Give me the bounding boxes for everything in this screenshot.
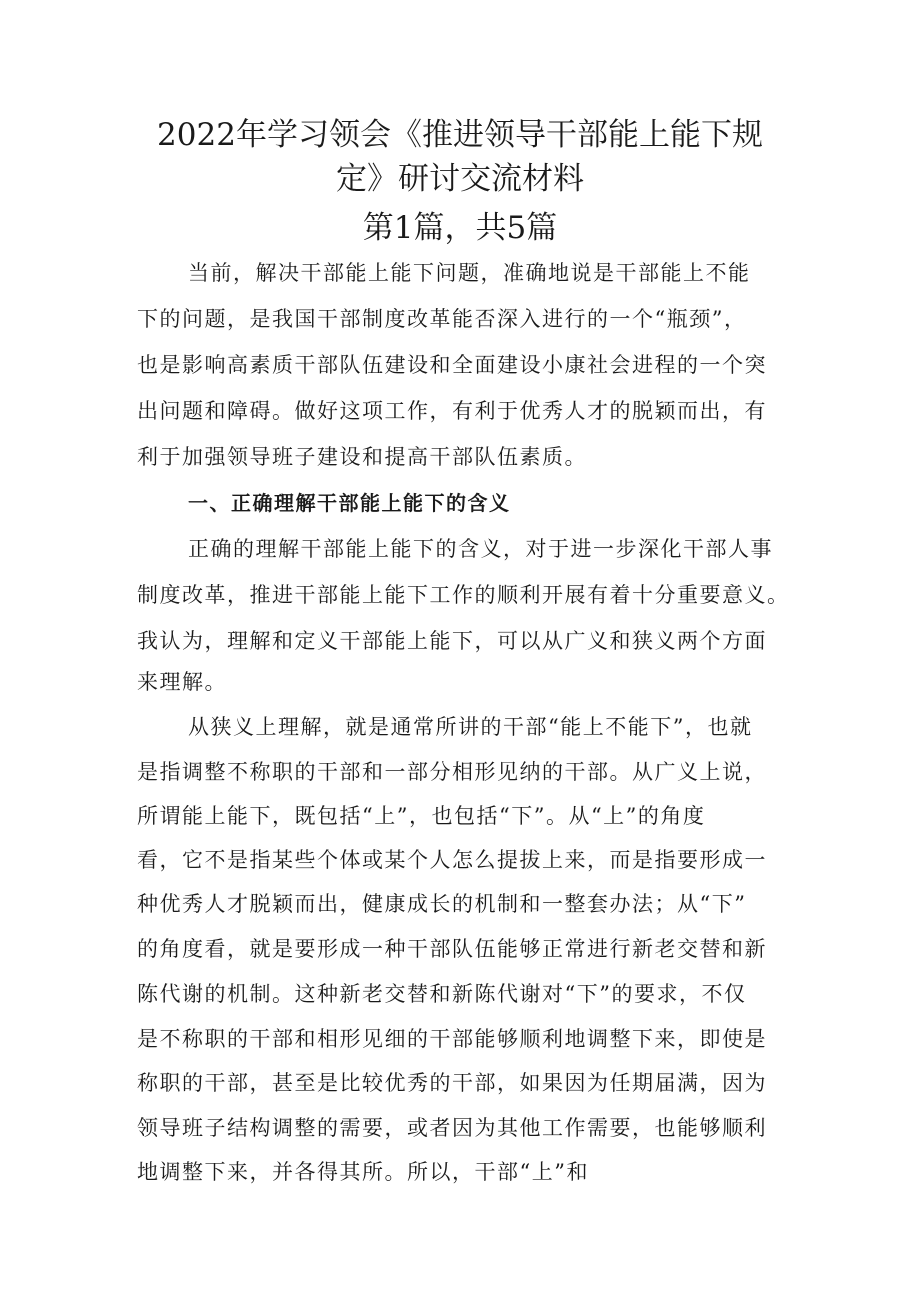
body-line: 看，它不是指某些个体或某个人怎么提拔上来，而是指要形成一	[137, 848, 767, 872]
body-line: 称职的干部，甚至是比较优秀的干部，如果因为任期届满，因为	[137, 1071, 767, 1095]
section-heading: 一、正确理解干部能上能下的含义	[188, 491, 511, 515]
body-line: 当前，解决干部能上能下问题，准确地说是干部能上不能	[188, 261, 751, 285]
body-line: 出问题和障碍。做好这项工作，有利于优秀人才的脱颖而出，有	[137, 399, 767, 423]
body-line: 制度改革，推进干部能上能下工作的顺利开展有着十分重要意义。	[137, 583, 790, 607]
body-line: 来理解。	[137, 670, 227, 694]
body-line: 是指调整不称职的干部和一部分相形见纳的干部。从广义上说，	[137, 760, 767, 784]
body-line: 的角度看，就是要形成一种干部队伍能够正常进行新老交替和新	[137, 937, 767, 961]
body-line: 是不称职的干部和相形见细的干部能够顺利地调整下来，即使是	[137, 1027, 767, 1051]
body-line: 我认为，理解和定义干部能上能下，可以从广义和狭义两个方面	[137, 629, 767, 653]
title-line-2: 定》研讨交流材料	[336, 161, 584, 197]
body-line: 正确的理解干部能上能下的含义，对于进一步深化干部人事	[188, 537, 773, 561]
body-line: 地调整下来，并各得其所。所以，干部“上”和	[137, 1160, 589, 1184]
body-line: 种优秀人才脱颖而出，健康成长的机制和一整套办法；从“下”	[137, 892, 747, 916]
body-line: 也是影响高素质干部队伍建设和全面建设小康社会进程的一个突	[137, 353, 767, 377]
body-line: 从狭义上理解，就是通常所讲的干部“能上不能下”，也就	[188, 715, 753, 739]
body-line: 领导班子结构调整的需要，或者因为其他工作需要，也能够顺利	[137, 1116, 767, 1140]
body-line: 陈代谢的机制。这种新老交替和新陈代谢对“下”的要求，不仅	[137, 982, 747, 1006]
body-line: 下的问题，是我国干部制度改革能否深入进行的一个“瓶颈”，	[137, 307, 747, 331]
title-line-1: 2022年学习领会《推进领导干部能上能下规	[157, 117, 763, 153]
body-line: 利于加强领导班子建设和提高干部队伍素质。	[137, 445, 587, 469]
body-line: 所谓能上能下，既包括“上”，也包括“下”。从“上”的角度	[137, 804, 706, 828]
subtitle: 第1篇，共5篇	[362, 210, 558, 246]
